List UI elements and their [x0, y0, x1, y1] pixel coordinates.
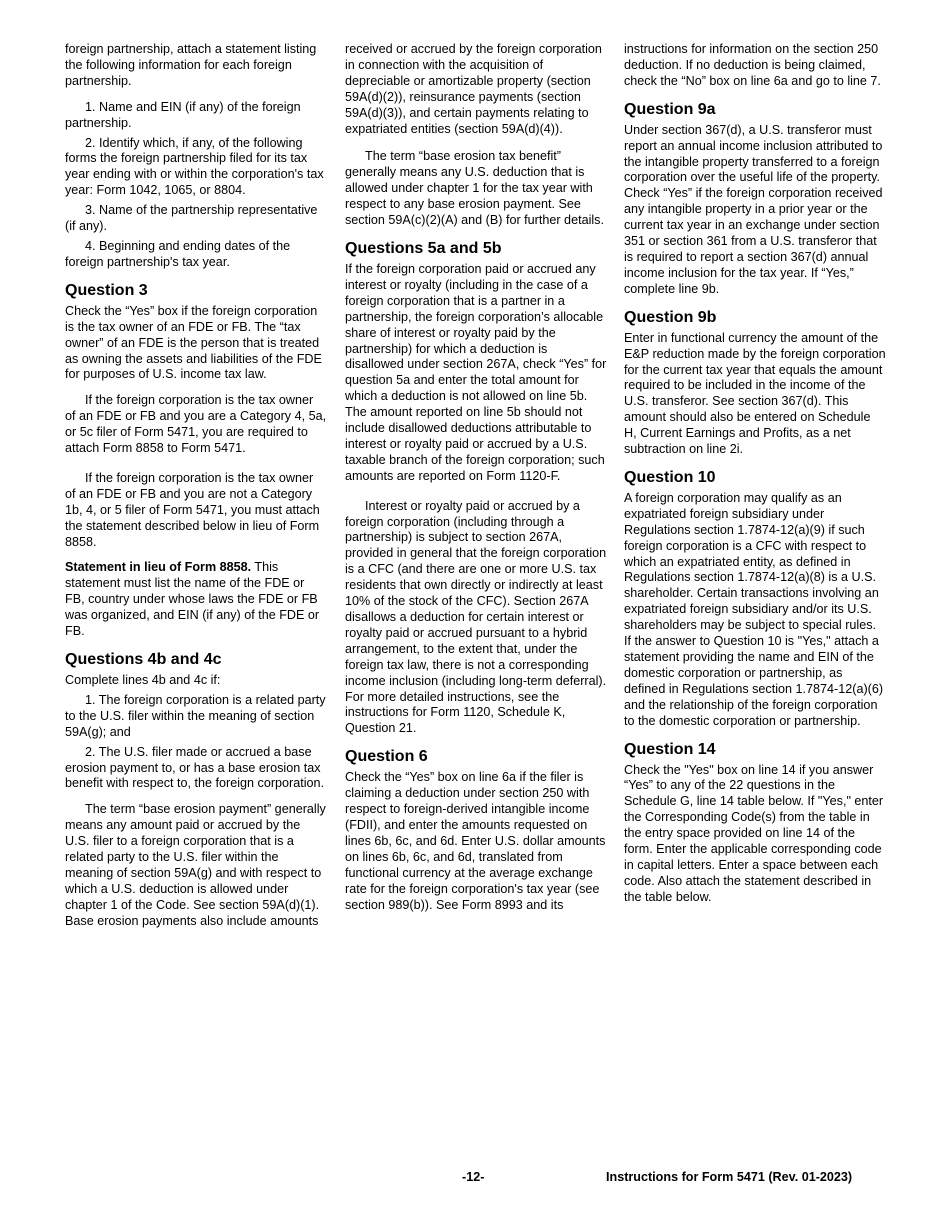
column-1 [65, 42, 327, 940]
paragraph: Check the “Yes” box on line 6a if the filer is claiming a deduction under section 250 with respect to foreign-derived intangible income (FDII), and enter the amounts requested on lines 6b, 6c, and 6d. Enter U.S. dollar amounts on lines 6b, 6c, and 6d, translated from functional currency at the average exchange rate for the foreign corporation's tax year (see section 989(b)). See Form 8993 and its [345, 770, 606, 912]
statement-text: This statement must list the name of the FDE or FB, country under whose laws the FDE or FB was organized, and EIN (if any) of the FDE or FB. [65, 560, 320, 639]
paragraph: The term “base erosion payment” generally means any amount paid or accrued by the U.S. filer to a foreign corporation that is a related party to the U.S. filer within the meaning of section 59A(g) and with respect to which a U.S. deduction is allowed under chapter 1 of the Code. See section 59A(d)(1). Base erosion payments also include amounts [65, 802, 326, 928]
page-number: -12- [462, 1170, 485, 1184]
list-item: 4. Beginning and ending dates of the foreign partnership's tax year. [65, 238, 291, 269]
list-item: 2. Identify which, if any, of the following forms the foreign partnership filed for its tax year ending with or within the corporation's tax year: Form 1042, 1065, or 8804. [65, 135, 324, 198]
heading-questions-5a-5b: Questions 5a and 5b [345, 239, 502, 257]
paragraph: The term “base erosion tax benefit” generally means any U.S. deduction that is allowed under chapter 1 for the tax year with respect to any base erosion payment. See section 59A(c)(2)(A) and (B) for further details. [345, 149, 604, 228]
paragraph: Check the “Yes” box if the foreign corporation is the tax owner of an FDE or FB. The “tax owner” of an FDE is the person that is treated as owning the assets and liabilities of the FDE for purposes of U.S. income tax law. [65, 303, 322, 382]
heading-question-9b: Question 9b [624, 308, 717, 326]
heading-questions-4b-4c: Questions 4b and 4c [65, 651, 222, 668]
paragraph: instructions for information on the section 250 deduction. If no deduction is being claimed, check the “No” box on line 6a and go to line 7. [624, 42, 881, 88]
paragraph [65, 560, 327, 640]
paragraph: Under section 367(d), a U.S. transferor must report an annual income inclusion attributed to the intangible property transferred to a foreign corporation over the useful life of the property. Check “Yes” if the foreign corporation received any intangible property in a prior year or the current tax year in an exchange under section 351 or section 361 from a U.S. transferor that is required to report a section 367(d) annual income inclusion for the tax year. If “Yes,” complete line 9b. [624, 122, 883, 296]
heading-question-14: Question 14 [624, 740, 716, 758]
paragraph: foreign partnership, attach a statement listing the following information for each foreign partnership. [65, 42, 317, 88]
list-item: 1. Name and EIN (if any) of the foreign partnership. [65, 99, 301, 130]
paragraph: Enter in functional currency the amount of the E&P reduction made by the foreign corporation for the current tax year that equals the amount required to be included in the income of the U.S. transferor. See section 367(d). This amount should also be entered on Schedule H, Current Earnings and Profits, as a net subtraction on line 2i. [624, 330, 886, 457]
heading-question-3: Question 3 [65, 281, 148, 299]
list-item: 3. Name of the partnership representative (if any). [65, 203, 318, 234]
heading-question-9a: Question 9a [624, 100, 716, 118]
heading-question-6: Question 6 [345, 748, 428, 766]
paragraph: A foreign corporation may qualify as an expatriated foreign subsidiary under Regulations section 1.7874-12(a)(9) if such foreign corporation is a CFC with respect to which an expatriated entity, as defined in Regulations section 1.7874-12(a)(8) is a U.S. shareholder. Certain transactions involving an expatriated foreign subsidiary and/or its U.S. shareholders may be subject to special rules. If the answer to Question 10 is "Yes," attach a statement providing the name and EIN of the domestic corporation or partnership, as defined in Regulations section 1.7874-12(a)(6) and the relationship of the foreign corporation to the domestic corporation or partnership. [624, 490, 884, 728]
paragraph: Check the "Yes" box on line 14 if you answer “Yes” to any of the 22 questions in the Schedule G, line 14 table below. If "Yes," enter the Corresponding Code(s) from the table in the entry space provided on line 14 of the form. Enter the applicable corresponding code in capital letters. Enter a space between each code. Also attach the statement described in the table below. [624, 762, 884, 904]
list-item: 2. The U.S. filer made or accrued a base erosion payment to, or has a base erosion tax benefit with respect to, the foreign corporation. [65, 744, 325, 791]
paragraph: Interest or royalty paid or accrued by a foreign corporation (including through a partnership) is subject to section 267A, provided in general that the foreign corporation is a CFC (and there are one or more U.S. tax residents that own directly or indirectly at least 10% of the stock of the CFC). Section 267A disallows a deduction for certain interest or royalty paid or accrued pursuant to a hybrid arrangement, to the extent that, under the foreign tax law, there is not a corresponding income inclusion (including long-term deferral). For more detailed instructions, see the instructions for Form 1120, Schedule K, Question 21. [345, 498, 607, 736]
paragraph: If the foreign corporation is the tax owner of an FDE or FB and you are not a Category 1b, 4, or 5 filer of Form 5471, you must attach the statement described below in lieu of Form 8858. [65, 470, 320, 549]
paragraph: Complete lines 4b and 4c if: [65, 673, 221, 687]
statement-lead: Statement in lieu of Form 8858. [65, 560, 252, 575]
column-3 [624, 42, 886, 916]
list-item: 1. The foreign corporation is a related party to the U.S. filer within the meaning of section 59A(g); and [65, 692, 326, 739]
paragraph: received or accrued by the foreign corporation in connection with the acquisition of depreciable or amortizable property (section 59A(d)(2)), reinsurance payments (section 59A(d)(3)), and certain payments relating to expatriated entities (section 59A(d)(4)). [345, 42, 602, 136]
paragraph: If the foreign corporation paid or accrued any interest or royalty (including in the case of a foreign corporation that is a partner in a partnership, the foreign corporation’s allocable share of interest or royalty paid by the partnership) for which a deduction is disallowed under section 267A, check “Yes” for question 5a and enter the total amount for which a deduction is not allowed on line 5b. The amount reported on line 5b should not include disallowed deductions attributable to interest or royalty paid or accrued by a U.S. taxable branch of the foreign corporation; such amounts are reported on Form 1120-F. [345, 261, 607, 483]
paragraph: If the foreign corporation is the tax owner of an FDE or FB and you are a Category 4, 5a, or 5c filer of Form 5471, you are required to attach Form 8858 to Form 5471. [65, 393, 327, 456]
heading-question-10: Question 10 [624, 468, 716, 486]
footer-title: Instructions for Form 5471 (Rev. 01-2023) [606, 1170, 853, 1184]
column-2 [345, 42, 607, 923]
